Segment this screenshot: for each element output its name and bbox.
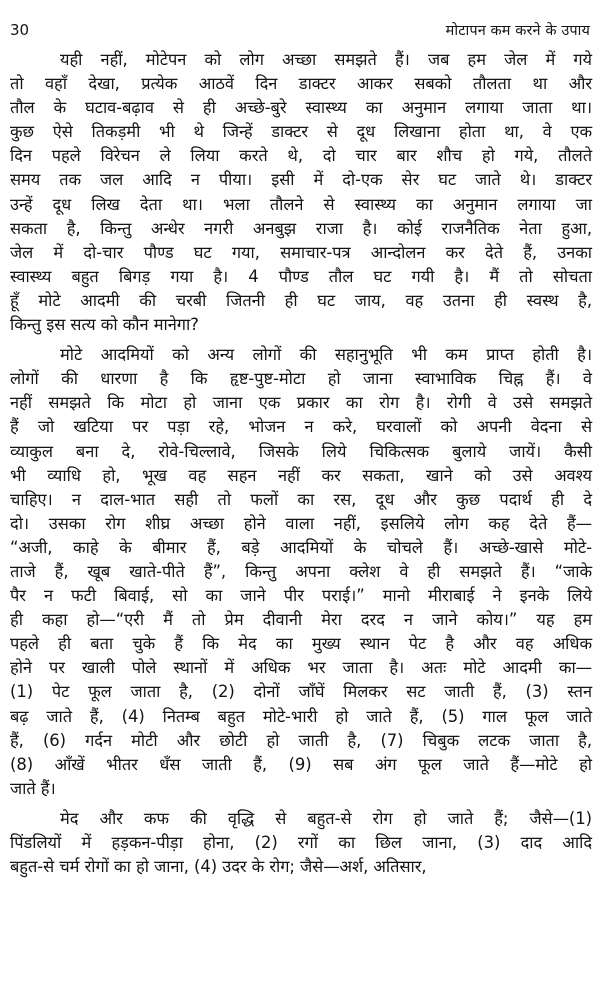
text-line: हैं, (6) गर्दन मोटी और छोटी हो जाती है, (7) चिबुक लटक जाता है, [10,730,592,750]
running-title: मोटापन कम करने के उपाय [445,23,590,39]
text-line: चाहिए। न दाल-भात सही तो फलों का रस, दूध और कुछ पदार्थ ही दे [10,489,592,509]
text-line: बढ़ जाते हैं, (4) नितम्ब बहुत मोटे-भारी हो जाते हैं, (5) गाल फूल जाते [10,706,592,726]
text-line: तौल के घटाव-बढ़ाव से ही अच्छे-बुरे स्वास्थ्य का अनुमान लगाया जाता था। [10,98,592,118]
text-line: पहले ही बता चुके हैं कि मेद का मुख्य स्थान पेट है और वह अधिक [10,634,592,654]
text-line: समय तक जल आदि न पीया। इसी में दो-एक सेर घट जाते थे। डाक्टर [10,170,592,190]
text-line: दो। उसका रोग शीघ्र अच्छा होने वाला नहीं, इसलिये लोग कह देते हैं— [10,513,592,533]
text-line: दिन पहले विरेचन ले लिया करते थे, दो चार बार शौच हो गये, तौलते [10,146,592,166]
text-line: जाते हैं। [10,778,56,798]
text-line: सकता है, किन्तु अन्धेर नगरी अनबुझ राजा है। कोई राजनैतिक नेता हुआ, [10,218,592,238]
text-line: किन्तु इस सत्य को कौन मानेगा? [10,315,199,335]
text-line: बहुत-से चर्म रोगों का हो जाना, (4) उदर के रोग; जैसे—अर्श, अतिसार, [10,857,427,877]
text-line: उन्हें दूध लिख देता था। भला तौलने से स्वास्थ्य का अनुमान लगाया जा [10,194,592,214]
text-line: ताजे हैं, खूब खाते-पीते हैं”, किन्तु अपना क्लेश वे ही समझते हैं। “जाके [10,561,592,581]
paragraph [10,48,592,337]
paragraph [10,343,592,801]
text-line: (1) पेट फूल जाता है, (2) दोनों जाँघें मिलकर सट जाती हैं, (3) स्तन [10,682,592,702]
text-line: मेद और कफ की वृद्धि से बहुत-से रोग हो जाते हैं; जैसे—(1) [60,808,592,828]
paragraph [10,807,592,879]
page-number: 30 [10,21,30,39]
text-line: ही कहा हो—“एरी मैं तो प्रेम दीवानी मेरा दरद न जाने कोय।” यह हम [10,610,592,630]
text-line: होने पर खाली पोले स्थानों में अधिक भर जाता है। अतः मोटे आदमी का— [10,658,592,678]
text-line: तो वहाँ देखा, प्रत्येक आठवें दिन डाक्टर आकर सबको तौलता था और [10,74,592,94]
text-line: भी व्याधि हो, भूख वह सहन नहीं कर सकता, खाने को उसे अवश्य [10,465,592,485]
text-line: हूँ मोटे आदमी की चरबी जितनी ही घट जाय, वह उतना ही स्वस्थ है, [10,290,592,310]
text-line: कुछ ऐसे तिकड़मी भी थे जिन्हें डाक्टर से दूध लिखाना होता था, वे एक [10,122,592,142]
text-line: यही नहीं, मोटेपन को लोग अच्छा समझते हैं। जब हम जेल में गये [60,50,592,69]
text-line: पिंडलियों में हड़कन-पीड़ा होना, (2) रगों का छिल जाना, (3) दाद आदि [10,833,592,852]
text-line: (8) आँखें भीतर धँस जाती हैं, (9) सब अंग फूल जाते हैं—मोटे हो [10,754,592,774]
text-line: पैर न फटी बिवाई, सो का जाने पीर पराई।” मानो मीराबाई ने इनके लिये [10,586,592,606]
text-line: जेल में दो-चार पौण्ड घट गया, समाचार-पत्र आन्दोलन कर देते हैं, उनका [10,242,592,262]
text-line: व्याकुल बना दे, रोवे-चिल्लावे, जिसके लिये चिकित्सक बुलाये जायें। कैसी [10,441,592,461]
text-line: मोटे आदमियों को अन्य लोगों की सहानुभूति भी कम प्राप्त होती है। [60,345,592,365]
text-line: स्वास्थ्य बहुत बिगड़ गया है। 4 पौण्ड तौल घट गयी है। मैं तो सोचता [10,266,592,286]
text-line: नहीं समझते कि मोटा हो जाना एक प्रकार का रोग है। रोगी वे उसे समझते [10,393,592,413]
text-line: “अजी, काहे के बीमार हैं, बड़े आदमियों के चोचले हैं। अच्छे-खासे मोटे- [10,537,592,557]
page-body [10,48,592,879]
page-header [10,20,592,44]
text-line: लोगों की धारणा है कि हृष्ट-पुष्ट-मोटा हो जाना स्वाभाविक चिह्न हैं। वे [10,369,592,389]
text-line: हैं जो खटिया पर पड़ा रहे, भोजन न करे, घरवालों को अपनी वेदना से [10,417,592,437]
